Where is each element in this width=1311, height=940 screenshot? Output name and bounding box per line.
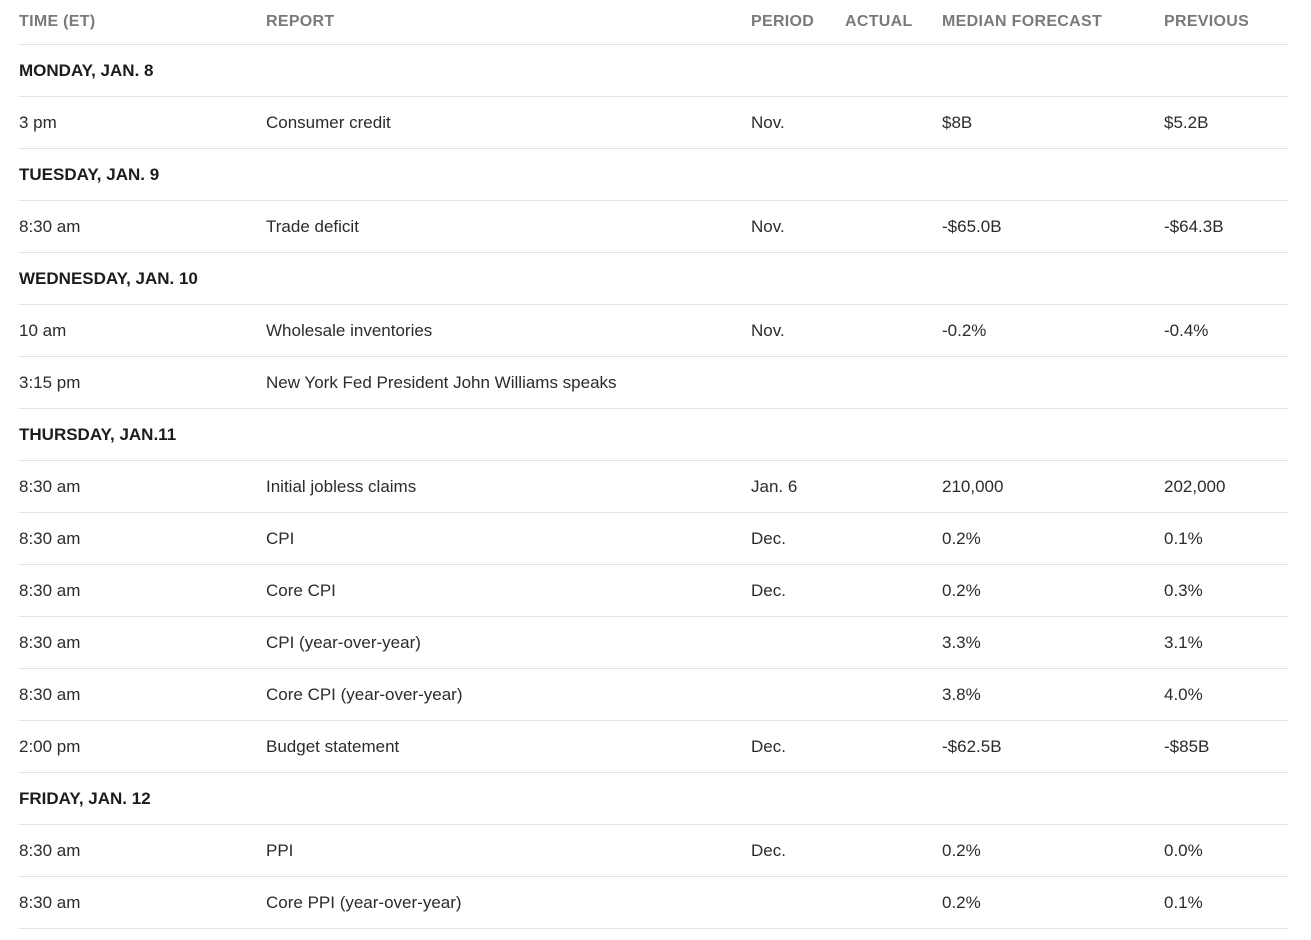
cell-previous: 0.3%: [1164, 565, 1288, 617]
day-header-row: [19, 45, 1288, 97]
economic-calendar-table: [19, 0, 1288, 929]
cell-period: Dec.: [751, 825, 845, 877]
cell-period: [751, 669, 845, 721]
cell-report: CPI (year-over-year): [266, 617, 751, 669]
cell-previous: 0.1%: [1164, 877, 1288, 929]
day-header-row: [19, 149, 1288, 201]
cell-time: 8:30 am: [19, 513, 266, 565]
table-row: [19, 201, 1288, 253]
table-row: [19, 97, 1288, 149]
cell-time: 8:30 am: [19, 461, 266, 513]
cell-period: Nov.: [751, 97, 845, 149]
cell-previous: -$64.3B: [1164, 201, 1288, 253]
cell-previous: $5.2B: [1164, 97, 1288, 149]
table-row: [19, 461, 1288, 513]
cell-median-forecast: 3.8%: [942, 669, 1164, 721]
day-header-row: [19, 409, 1288, 461]
cell-previous: 4.0%: [1164, 669, 1288, 721]
cell-actual: [845, 461, 942, 513]
cell-report: PPI: [266, 825, 751, 877]
cell-report: Core PPI (year-over-year): [266, 877, 751, 929]
header-time: TIME (ET): [19, 0, 266, 45]
cell-median-forecast: [942, 357, 1164, 409]
cell-previous: 0.1%: [1164, 513, 1288, 565]
header-report: REPORT: [266, 0, 751, 45]
cell-median-forecast: -$65.0B: [942, 201, 1164, 253]
cell-median-forecast: 0.2%: [942, 565, 1164, 617]
cell-period: Jan. 6: [751, 461, 845, 513]
day-label: TUESDAY, JAN. 9: [19, 149, 1288, 201]
table-row: [19, 357, 1288, 409]
cell-report: Core CPI (year-over-year): [266, 669, 751, 721]
cell-report: Consumer credit: [266, 97, 751, 149]
cell-previous: 3.1%: [1164, 617, 1288, 669]
cell-period: Nov.: [751, 305, 845, 357]
cell-actual: [845, 877, 942, 929]
cell-period: Nov.: [751, 201, 845, 253]
table-body: [19, 45, 1288, 929]
cell-median-forecast: $8B: [942, 97, 1164, 149]
cell-actual: [845, 305, 942, 357]
cell-report: Initial jobless claims: [266, 461, 751, 513]
cell-previous: -$85B: [1164, 721, 1288, 773]
cell-period: Dec.: [751, 513, 845, 565]
cell-report: Core CPI: [266, 565, 751, 617]
header-row: [19, 0, 1288, 45]
cell-time: 10 am: [19, 305, 266, 357]
cell-actual: [845, 565, 942, 617]
cell-period: Dec.: [751, 565, 845, 617]
cell-report: Budget statement: [266, 721, 751, 773]
cell-median-forecast: -0.2%: [942, 305, 1164, 357]
cell-time: 3:15 pm: [19, 357, 266, 409]
cell-median-forecast: -$62.5B: [942, 721, 1164, 773]
cell-time: 3 pm: [19, 97, 266, 149]
cell-actual: [845, 357, 942, 409]
cell-report: Wholesale inventories: [266, 305, 751, 357]
cell-median-forecast: 210,000: [942, 461, 1164, 513]
day-label: FRIDAY, JAN. 12: [19, 773, 1288, 825]
cell-actual: [845, 721, 942, 773]
cell-time: 8:30 am: [19, 877, 266, 929]
header-period: PERIOD: [751, 0, 845, 45]
cell-time: 8:30 am: [19, 825, 266, 877]
cell-report: CPI: [266, 513, 751, 565]
cell-previous: -0.4%: [1164, 305, 1288, 357]
cell-actual: [845, 669, 942, 721]
day-label: MONDAY, JAN. 8: [19, 45, 1288, 97]
table-row: [19, 669, 1288, 721]
cell-time: 8:30 am: [19, 565, 266, 617]
cell-period: Dec.: [751, 721, 845, 773]
cell-median-forecast: 3.3%: [942, 617, 1164, 669]
cell-actual: [845, 513, 942, 565]
cell-time: 2:00 pm: [19, 721, 266, 773]
cell-report: New York Fed President John Williams speaks: [266, 357, 751, 409]
table-row: [19, 721, 1288, 773]
cell-previous: 202,000: [1164, 461, 1288, 513]
cell-actual: [845, 825, 942, 877]
cell-time: 8:30 am: [19, 201, 266, 253]
cell-actual: [845, 201, 942, 253]
cell-median-forecast: 0.2%: [942, 877, 1164, 929]
header-actual: ACTUAL: [845, 0, 942, 45]
cell-actual: [845, 97, 942, 149]
cell-period: [751, 877, 845, 929]
table-row: [19, 565, 1288, 617]
table-row: [19, 513, 1288, 565]
cell-previous: 0.0%: [1164, 825, 1288, 877]
table-header: [19, 0, 1288, 45]
table-row: [19, 305, 1288, 357]
header-previous: PREVIOUS: [1164, 0, 1288, 45]
cell-previous: [1164, 357, 1288, 409]
day-label: WEDNESDAY, JAN. 10: [19, 253, 1288, 305]
cell-median-forecast: 0.2%: [942, 825, 1164, 877]
table-row: [19, 825, 1288, 877]
cell-period: [751, 617, 845, 669]
cell-actual: [845, 617, 942, 669]
cell-report: Trade deficit: [266, 201, 751, 253]
table-row: [19, 617, 1288, 669]
cell-time: 8:30 am: [19, 669, 266, 721]
day-label: THURSDAY, JAN.11: [19, 409, 1288, 461]
table-row: [19, 877, 1288, 929]
cell-median-forecast: 0.2%: [942, 513, 1164, 565]
header-median-forecast: MEDIAN FORECAST: [942, 0, 1164, 45]
day-header-row: [19, 773, 1288, 825]
cell-time: 8:30 am: [19, 617, 266, 669]
day-header-row: [19, 253, 1288, 305]
cell-period: [751, 357, 845, 409]
